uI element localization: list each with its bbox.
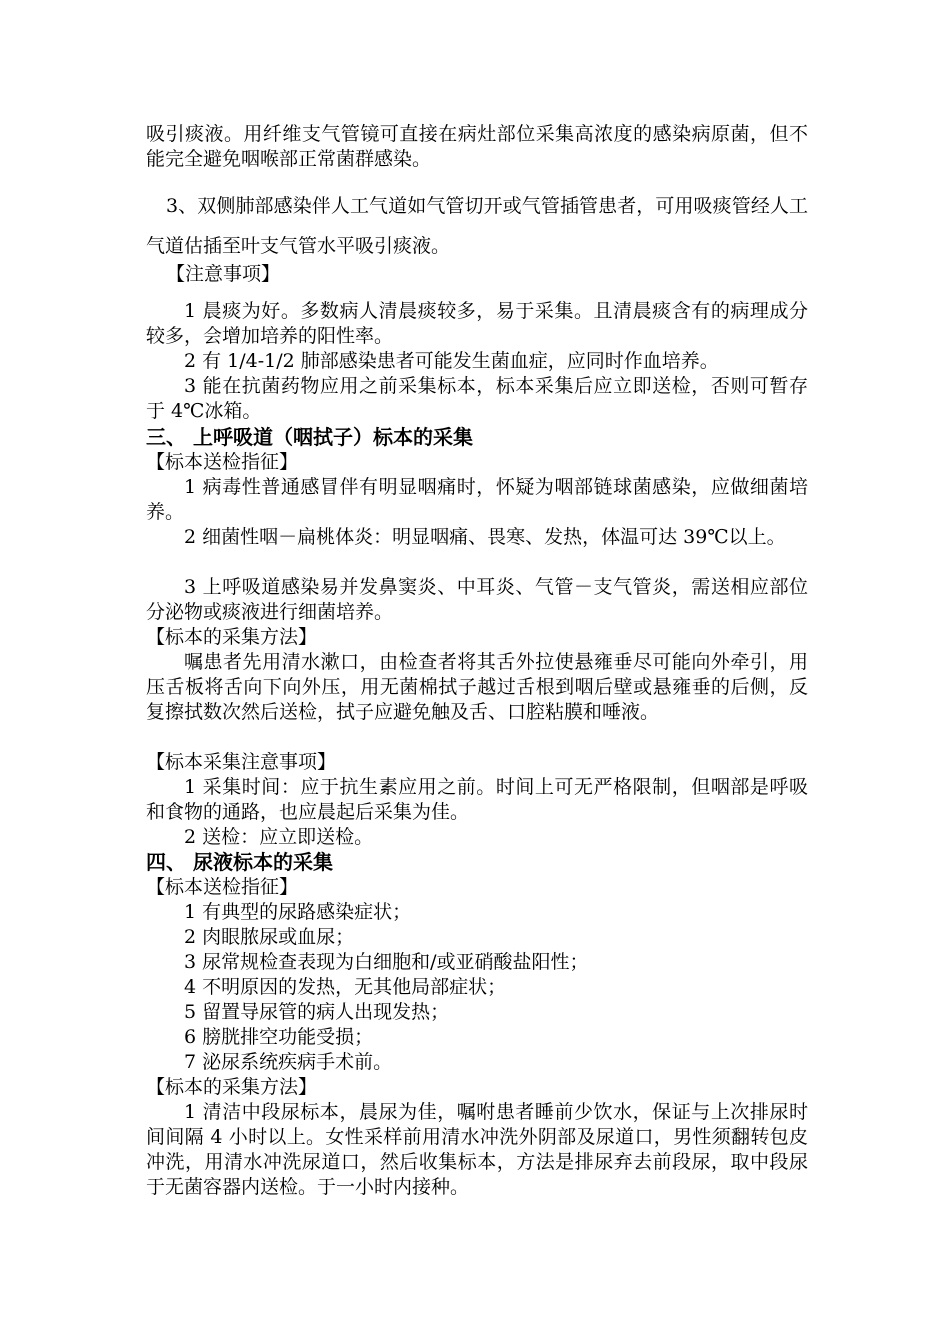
section-3-title: 三、 上呼吸道（咽拭子）标本的采集 <box>146 425 473 449</box>
s3-note-1: 1 采集时间：应于抗生素应用之前。时间上可无严格限制，但咽部是呼吸和食物的通路，也应晨起后采集为佳。 <box>146 776 808 823</box>
s4-indication-heading: 【标本送检指征】 <box>146 876 299 898</box>
s4-indication-4: 4 不明原因的发热，无其他局部症状； <box>184 976 507 998</box>
paragraph-item-3: 3、双侧肺部感染伴人工气道如气管切开或气管插管患者，可用吸痰管经人工气道估插至叶支气管水平吸引痰液。 <box>146 195 808 257</box>
s3-indication-1: 1 病毒性普通感冒伴有明显咽痛时，怀疑为咽部链球菌感染，应做细菌培养。 <box>146 476 808 523</box>
s3-indication-3: 3 上呼吸道感染易并发鼻窦炎、中耳炎、气管－支气管炎，需送相应部位分泌物或痰液进行细菌培养。 <box>146 576 808 623</box>
section-4-title: 四、 尿液标本的采集 <box>146 850 333 874</box>
paragraph-intro: 吸引痰液。用纤维支气管镜可直接在病灶部位采集高浓度的感染病原菌，但不能完全避免咽喉部正常菌群感染。 <box>146 123 808 170</box>
s3-method-heading: 【标本的采集方法】 <box>146 626 318 648</box>
s4-indication-6: 6 膀胱排空功能受损； <box>184 1026 374 1048</box>
s3-indication-2: 2 细菌性咽－扁桃体炎：明显咽痛、畏寒、发热，体温可达 39℃以上。 <box>184 526 786 548</box>
s4-indication-3: 3 尿常规检查表现为白细胞和/或亚硝酸盐阳性； <box>184 951 589 973</box>
heading-notes: 【注意事项】 <box>166 263 281 285</box>
s4-method-body: 1 清洁中段尿标本，晨尿为佳，嘱咐患者睡前少饮水，保证与上次排尿时间间隔 4 小时以上。女性采样前用清水冲洗外阴部及尿道口，男性须翻转包皮冲洗，用清水冲洗尿道口，然后收集标本，方法是排尿弃去前段尿，取中段尿于无菌容器内送检。于一小时内接种。 <box>146 1101 808 1198</box>
s4-method-heading: 【标本的采集方法】 <box>146 1076 318 1098</box>
s3-indication-heading: 【标本送检指征】 <box>146 451 299 473</box>
s4-indication-1: 1 有典型的尿路感染症状； <box>184 901 412 923</box>
s4-indication-5: 5 留置导尿管的病人出现发热； <box>184 1001 450 1023</box>
note-1: 1 晨痰为好。多数病人清晨痰较多，易于采集。且清晨痰含有的病理成分较多，会增加培养的阳性率。 <box>146 300 808 347</box>
s3-note-2: 2 送检：应立即送检。 <box>184 826 374 848</box>
note-2: 2 有 1/4-1/2 肺部感染患者可能发生菌血症，应同时作血培养。 <box>184 350 719 372</box>
s4-indication-2: 2 肉眼脓尿或血尿； <box>184 926 355 948</box>
note-3: 3 能在抗菌药物应用之前采集标本，标本采集后应立即送检，否则可暂存于 4℃冰箱。 <box>146 375 808 422</box>
s3-method-body: 嘱患者先用清水漱口，由检查者将其舌外拉使悬雍垂尽可能向外牵引，用压舌板将舌向下向外压，用无菌棉拭子越过舌根到咽后壁或悬雍垂的后侧，反复擦拭数次然后送检，拭子应避免触及舌、口腔粘膜和唾液。 <box>146 651 808 723</box>
s4-indication-7: 7 泌尿系统疾病手术前。 <box>184 1051 393 1073</box>
s3-notes-heading: 【标本采集注意事项】 <box>146 751 337 773</box>
